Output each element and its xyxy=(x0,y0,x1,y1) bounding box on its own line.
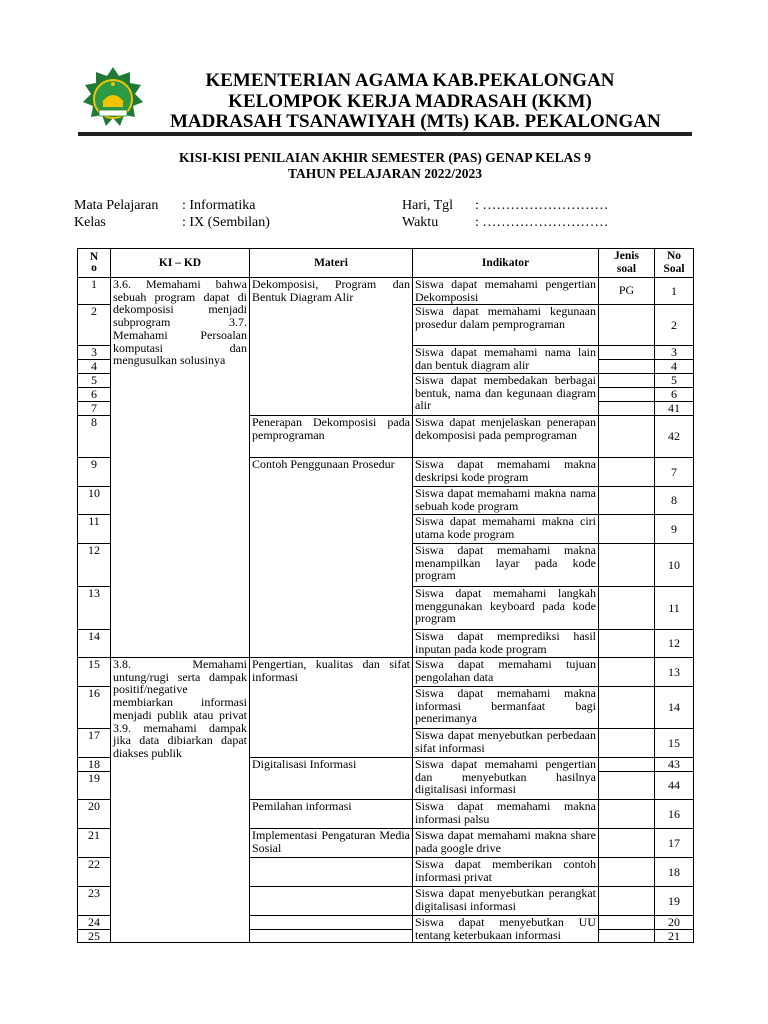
col-header-no-soal: No Soal xyxy=(655,249,694,278)
no-soal-cell: 14 xyxy=(655,687,694,729)
row-no: 8 xyxy=(78,416,111,458)
class-label: Kelas xyxy=(74,215,106,230)
kisi-kisi-table xyxy=(77,248,694,943)
row-no: 23 xyxy=(78,887,111,916)
day-value: : ……………………… xyxy=(475,198,609,213)
no-soal-cell: 3 xyxy=(655,346,694,360)
row-no: 5 xyxy=(78,374,111,388)
row-no: 20 xyxy=(78,800,111,829)
col-header-ki-kd: KI – KD xyxy=(111,249,250,278)
materi-cell: Pemilahan informasi xyxy=(250,800,413,829)
row-no: 22 xyxy=(78,858,111,887)
no-soal-cell: 12 xyxy=(655,630,694,658)
row-no: 13 xyxy=(78,587,111,630)
no-soal-cell: 20 xyxy=(655,916,694,930)
indikator-cell: Siswa dapat memahami makna informasi palsu xyxy=(413,800,599,829)
no-soal-cell: 17 xyxy=(655,829,694,858)
no-soal-cell: 10 xyxy=(655,544,694,587)
jenis-soal-cell xyxy=(599,346,655,360)
no-soal-cell: 15 xyxy=(655,729,694,758)
class-value: : IX (Sembilan) xyxy=(182,215,270,230)
indikator-cell: Siswa dapat memahami tujuan pengolahan data xyxy=(413,658,599,687)
document-title: KISI-KISI PENILAIAN AKHIR SEMESTER (PAS) GENAP KELAS 9 xyxy=(179,150,591,165)
row-no: 9 xyxy=(78,458,111,487)
header-school: MADRASAH TSANAWIYAH (MTs) KAB. PEKALONGAN xyxy=(170,111,661,132)
materi-cell: Penerapan Dekomposisi pada pemprograman xyxy=(250,416,413,458)
no-soal-cell: 18 xyxy=(655,858,694,887)
no-soal-cell: 7 xyxy=(655,458,694,487)
no-soal-cell: 43 xyxy=(655,758,694,772)
indikator-cell: Siswa dapat memprediksi hasil inputan pada kode program xyxy=(413,630,599,658)
col-header-indikator: Indikator xyxy=(413,249,599,278)
no-soal-cell: 9 xyxy=(655,515,694,544)
row-no: 10 xyxy=(78,487,111,515)
col-header-no: N o xyxy=(78,249,111,278)
indikator-cell: Siswa dapat memahami langkah menggunakan keyboard pada kode program xyxy=(413,587,599,630)
jenis-soal-cell xyxy=(599,360,655,374)
row-no: 1 xyxy=(78,278,111,305)
document-header xyxy=(0,0,768,140)
jenis-soal-cell xyxy=(599,587,655,630)
header-group: KELOMPOK KERJA MADRASAH (KKM) xyxy=(228,91,592,112)
time-value: : ……………………… xyxy=(475,215,609,230)
materi-cell: Contoh Penggunaan Prosedur xyxy=(250,458,413,658)
day-label: Hari, Tgl xyxy=(402,198,454,213)
jenis-soal-cell xyxy=(599,887,655,916)
row-no: 19 xyxy=(78,772,111,800)
time-label: Waktu xyxy=(402,215,439,230)
table-row xyxy=(78,278,694,305)
no-soal-cell: 6 xyxy=(655,388,694,402)
indikator-cell: Siswa dapat memahami makna ciri utama kode program xyxy=(413,515,599,544)
subject-label: Mata Pelajaran xyxy=(74,198,159,213)
row-no: 15 xyxy=(78,658,111,687)
jenis-soal-cell xyxy=(599,374,655,388)
col-header-jenis-soal: Jenis soal xyxy=(599,249,655,278)
materi-cell: Implementasi Pengaturan Media Sosial xyxy=(250,829,413,858)
no-soal-cell: 2 xyxy=(655,305,694,346)
jenis-soal-cell xyxy=(599,487,655,515)
jenis-soal-cell xyxy=(599,729,655,758)
no-soal-cell: 13 xyxy=(655,658,694,687)
jenis-soal-cell xyxy=(599,929,655,943)
subject-value: : Informatika xyxy=(182,198,256,213)
no-soal-cell: 11 xyxy=(655,587,694,630)
indikator-cell: Siswa dapat memahami makna informasi bermanfaat bagi penerimanya xyxy=(413,687,599,729)
jenis-soal-cell xyxy=(599,772,655,800)
materi-cell xyxy=(250,858,413,887)
materi-cell: Pengertian, kualitas dan sifat informasi xyxy=(250,658,413,758)
materi-cell: Digitalisasi Informasi xyxy=(250,758,413,800)
row-no: 3 xyxy=(78,346,111,360)
row-no: 16 xyxy=(78,687,111,729)
indikator-cell: Siswa dapat memahami makna deskripsi kode program xyxy=(413,458,599,487)
indikator-cell: Siswa dapat memahami makna nama sebuah kode program xyxy=(413,487,599,515)
jenis-soal-cell xyxy=(599,388,655,402)
indikator-cell: Siswa dapat memahami nama lain dan bentuk diagram alir xyxy=(413,346,599,374)
jenis-soal-cell xyxy=(599,829,655,858)
no-soal-cell: 19 xyxy=(655,887,694,916)
row-no: 7 xyxy=(78,402,111,416)
row-no: 21 xyxy=(78,829,111,858)
jenis-soal-cell xyxy=(599,515,655,544)
no-soal-cell: 41 xyxy=(655,402,694,416)
no-soal-cell: 1 xyxy=(655,278,694,305)
jenis-soal-cell xyxy=(599,916,655,930)
no-soal-cell: 42 xyxy=(655,416,694,458)
jenis-soal-cell xyxy=(599,458,655,487)
indikator-cell: Siswa dapat memahami pengertian Dekomposisi xyxy=(413,278,599,305)
indikator-cell: Siswa dapat memberikan contoh informasi privat xyxy=(413,858,599,887)
indikator-cell xyxy=(413,916,599,943)
row-no: 17 xyxy=(78,729,111,758)
no-soal-cell: 5 xyxy=(655,374,694,388)
row-no: 18 xyxy=(78,758,111,772)
materi-cell xyxy=(250,929,413,943)
materi-cell xyxy=(250,887,413,916)
jenis-soal-cell xyxy=(599,402,655,416)
materi-cell xyxy=(250,916,413,930)
row-no: 12 xyxy=(78,544,111,587)
document-year: TAHUN PELAJARAN 2022/2023 xyxy=(287,166,482,181)
row-no: 2 xyxy=(78,305,111,346)
jenis-soal-cell xyxy=(599,758,655,772)
indikator-cell: Siswa dapat memahami kegunaan prosedur dalam pemprograman xyxy=(413,305,599,346)
row-no: 4 xyxy=(78,360,111,374)
indikator-cell: Siswa dapat memahami makna menampilkan layar pada kode program xyxy=(413,544,599,587)
jenis-soal-cell xyxy=(599,800,655,829)
table-row xyxy=(78,658,694,687)
jenis-soal-cell xyxy=(599,305,655,346)
kd-cell: 3.6. Memahami bahwa sebuah program dapat di dekomposisi menjadi subprogram 3.7. Memahami Persoalan komputasi dan mengusulkan solusinya xyxy=(111,278,250,658)
no-soal-cell: 8 xyxy=(655,487,694,515)
row-no: 14 xyxy=(78,630,111,658)
no-soal-cell: 21 xyxy=(655,929,694,943)
no-soal-cell: 4 xyxy=(655,360,694,374)
header-divider xyxy=(78,132,692,136)
indikator-cell: Siswa dapat memahami makna share pada google drive xyxy=(413,829,599,858)
jenis-soal-cell xyxy=(599,416,655,458)
header-ministry: KEMENTERIAN AGAMA KAB.PEKALONGAN xyxy=(205,70,615,91)
row-no: 6 xyxy=(78,388,111,402)
indikator-cell: Siswa dapat menjelaskan penerapan dekomposisi pada pemprograman xyxy=(413,416,599,458)
jenis-soal-cell xyxy=(599,544,655,587)
jenis-soal-cell xyxy=(599,687,655,729)
jenis-soal-cell xyxy=(599,858,655,887)
indikator-cell: Siswa dapat menyebutkan perangkat digitalisasi informasi xyxy=(413,887,599,916)
row-no: 24 xyxy=(78,916,111,930)
jenis-soal-cell: PG xyxy=(599,278,655,305)
kd-cell: 3.8. Memahami untung/rugi serta dampak positif/negative membiarkan informasi menjadi publik atau privat 3.9. memahami dampak jika data dibiarkan dapat diakses publik xyxy=(111,658,250,943)
row-no: 25 xyxy=(78,929,111,943)
no-soal-cell: 16 xyxy=(655,800,694,829)
indikator-text: Siswa dapat menyebutkan UU tentang keterbukaan informasi xyxy=(415,916,596,941)
indikator-cell: Siswa dapat membedakan berbagai bentuk, nama dan kegunaan diagram alir xyxy=(413,374,599,416)
indikator-cell: Siswa dapat memahami pengertian dan menyebutkan hasilnya digitalisasi informasi xyxy=(413,758,599,800)
no-soal-cell: 44 xyxy=(655,772,694,800)
col-header-materi: Materi xyxy=(250,249,413,278)
kemenag-logo-icon xyxy=(80,66,146,132)
jenis-soal-cell xyxy=(599,658,655,687)
materi-cell: Dekomposisi, Program dan Bentuk Diagram Alir xyxy=(250,278,413,416)
jenis-soal-cell xyxy=(599,630,655,658)
row-no: 11 xyxy=(78,515,111,544)
indikator-cell: Siswa dapat menyebutkan perbedaan sifat informasi xyxy=(413,729,599,758)
